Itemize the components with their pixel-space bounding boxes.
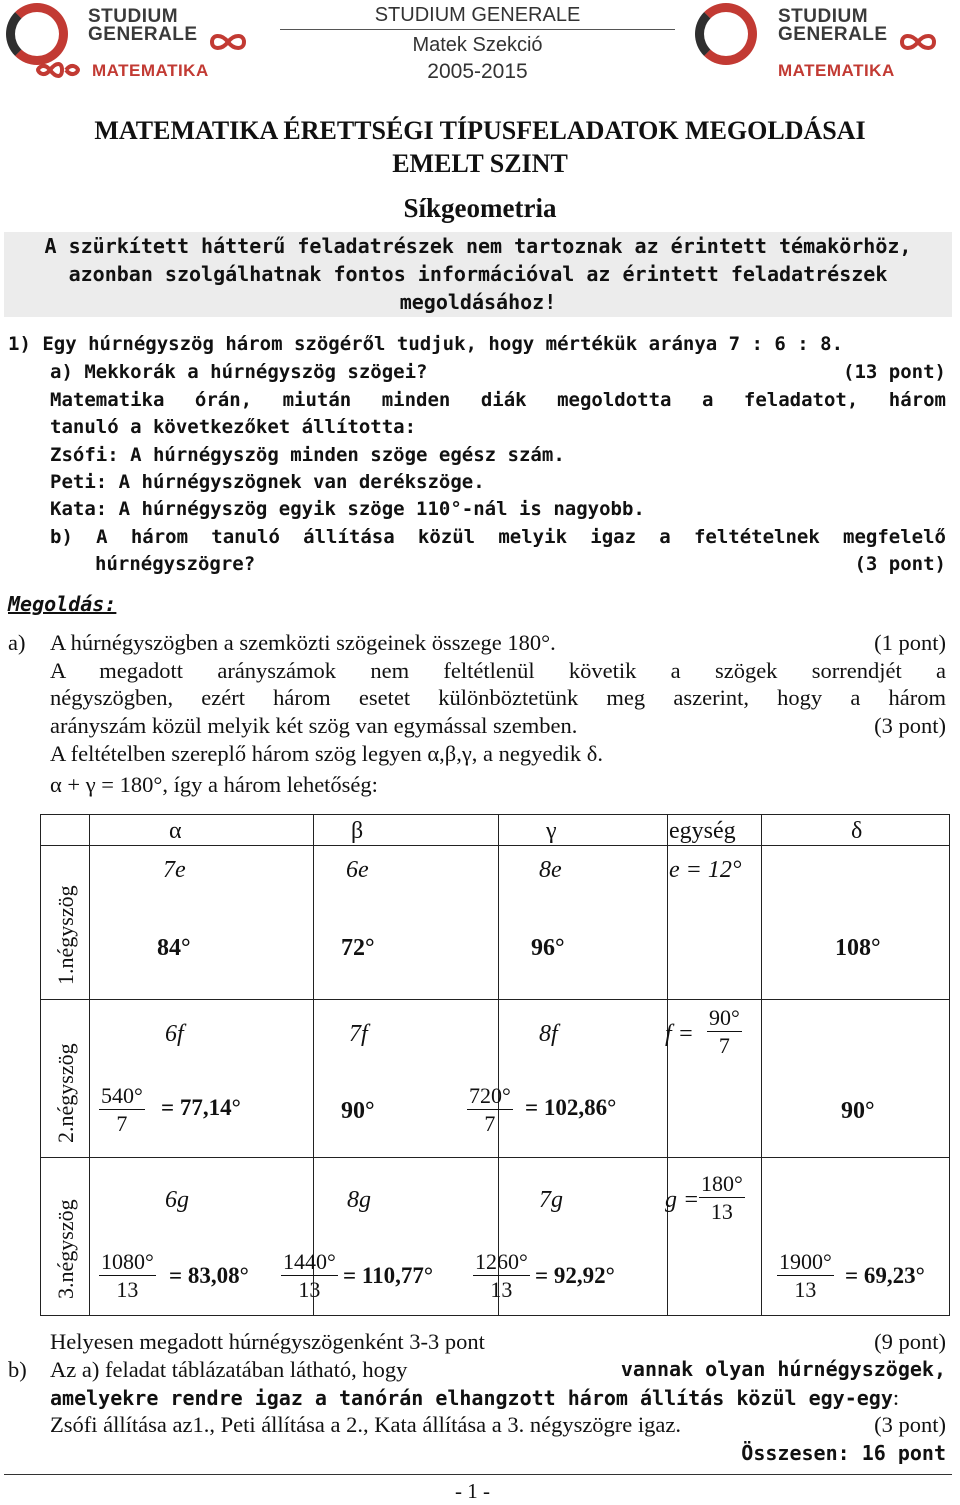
numerator: 540° <box>101 1083 143 1108</box>
angle-value: = 69,23° <box>845 1263 925 1288</box>
angle-value: = 110,77° <box>343 1263 434 1288</box>
notice-box <box>4 232 952 317</box>
solution-text: A feltételben szereplő három szög legyen α,β,γ, a negyedik δ. <box>50 741 603 766</box>
footer-points: (3 pont) <box>874 1412 946 1437</box>
problem-text: tanuló a következőket állította: <box>50 416 417 438</box>
solution-a-label: a) <box>8 630 26 655</box>
denominator: 7 <box>484 1111 496 1136</box>
footer-text-part: Az a) feladat táblázatában látható, hogy <box>50 1357 408 1382</box>
angles-table <box>40 814 950 1316</box>
numerator: 90° <box>709 1005 740 1030</box>
denominator: 7 <box>116 1111 128 1136</box>
angle-value: 96° <box>531 935 565 961</box>
angle-value: = 83,08° <box>169 1263 249 1288</box>
denominator: 13 <box>710 1199 733 1224</box>
angle-value: = 77,14° <box>161 1095 241 1120</box>
center-header <box>280 4 675 86</box>
logo-line-2: GENERALE <box>778 24 888 45</box>
table-cell: 8e <box>539 857 562 883</box>
table-divider <box>498 815 499 1315</box>
infinity-icon <box>200 30 256 54</box>
denominator: 13 <box>298 1277 321 1302</box>
infinity-icon <box>36 58 92 82</box>
footer-text-bold: vannak olyan húrnégyszögek, <box>620 1357 946 1381</box>
header-unit: egység <box>669 818 736 844</box>
total-points: Összesen: 16 pont <box>741 1441 946 1465</box>
claim-zsofi: Zsófi: A húrnégyszög minden szöge egész szám. <box>50 444 565 466</box>
delta-fraction <box>777 1249 834 1304</box>
header-alpha: α <box>169 818 182 844</box>
row-label: 2.négyszög <box>53 1043 78 1143</box>
claim-kata: Kata: A húrnégyszög egyik szöge 110°-nál is nagyobb. <box>50 498 645 520</box>
unit-lhs: f = <box>665 1021 694 1047</box>
table-divider <box>667 815 668 1315</box>
angle-value: 72° <box>341 935 375 961</box>
infinity-icon <box>890 30 946 54</box>
notice-line: A szürkített hátterű feladatrészek nem tartoznak az érintett témakörhöz, <box>44 234 912 258</box>
table-divider <box>313 815 314 1315</box>
question-a: a) Mekkorák a húrnégyszög szögei? <box>50 361 428 383</box>
table-divider <box>41 1157 949 1158</box>
table-cell: e = 12° <box>669 857 742 883</box>
footer-text: Helyesen megadott húrnégyszögenként 3-3 pont <box>50 1329 485 1354</box>
numerator: 180° <box>701 1171 743 1196</box>
footer-text <box>50 1384 899 1412</box>
alpha-fraction <box>99 1249 156 1304</box>
solution-text: A húrnégyszögben a szemközti szögeinek összege 180°. <box>50 630 556 655</box>
unit-fraction <box>707 1005 742 1060</box>
denominator: 13 <box>490 1277 513 1302</box>
center-line-1: STUDIUM GENERALE <box>374 4 581 26</box>
logo-ring-icon <box>6 3 68 65</box>
notice-line: azonban szolgálhatnak fontos információval az érintett feladatrészek <box>68 262 888 286</box>
table-divider <box>41 999 949 1000</box>
logo-line-2: GENERALE <box>88 24 198 45</box>
solution-points: (1 pont) <box>874 630 946 655</box>
footer-text: Zsófi állítása az1., Peti állítása a 2., Kata állítása a 3. négyszögre igaz. <box>50 1412 682 1437</box>
header-rule <box>280 29 675 30</box>
numerator: 1900° <box>779 1249 832 1274</box>
denominator: 7 <box>718 1033 730 1058</box>
unit-lhs: g = <box>665 1187 700 1213</box>
claim-peti: Peti: A húrnégyszögnek van derékszöge. <box>50 471 485 493</box>
notice-line: megoldásához! <box>399 290 557 314</box>
angle-value: = 92,92° <box>535 1263 615 1288</box>
unit-fraction <box>699 1171 745 1226</box>
numerator: 1440° <box>283 1249 336 1274</box>
angle-value: = 102,86° <box>525 1095 617 1120</box>
page-subtitle: Síkgeometria <box>403 193 557 223</box>
denominator: 13 <box>794 1277 817 1302</box>
footer-rule <box>4 1474 952 1475</box>
angle-value: 90° <box>341 1098 375 1124</box>
logo-line-3: MATEMATIKA <box>778 61 895 80</box>
angle-value: 84° <box>157 935 191 961</box>
question-b: húrnégyszögre? <box>95 553 256 575</box>
table-cell: 8g <box>347 1187 371 1213</box>
angle-value: 108° <box>835 935 881 961</box>
table-cell: 8f <box>539 1021 558 1047</box>
logo-ring-icon <box>695 3 757 65</box>
solution-b-label: b) <box>8 1357 27 1382</box>
footer-text-bold: amelyekre rendre igaz a tanórán elhangzott három állítás közül egy-egy <box>50 1386 893 1410</box>
gamma-fraction <box>473 1249 530 1304</box>
solution-label: Megoldás: <box>8 592 117 616</box>
header-delta: δ <box>851 818 863 844</box>
page-title: MATEMATIKA ÉRETTSÉGI TÍPUSFELADATOK MEGOLDÁSAI <box>94 116 866 145</box>
solution-text: arányszám közül melyik két szög van egymással szemben. <box>50 713 578 738</box>
table-cell: 6f <box>165 1021 184 1047</box>
gamma-fraction <box>467 1083 513 1138</box>
question-b: b) A három tanuló állítása közül melyik igaz a feltételnek megfelelő <box>50 526 946 548</box>
table-cell: 7e <box>163 857 186 883</box>
problem-statement: 1) Egy húrnégyszög három szögéről tudjuk, hogy mértékük aránya 7 : 6 : 8. <box>8 333 844 355</box>
table-divider <box>41 845 949 846</box>
logo-line-1: STUDIUM <box>778 6 869 27</box>
row-label: 3.négyszög <box>53 1199 78 1299</box>
page-title-level: EMELT SZINT <box>392 149 568 178</box>
table-divider <box>761 815 762 1315</box>
logo-line-3: MATEMATIKA <box>92 61 209 80</box>
logo-line-1: STUDIUM <box>88 6 179 27</box>
page-number: - 1 - <box>455 1479 490 1503</box>
solution-text: négyszögben, ezért három esetet különböztetünk meg aszerint, hogy a három <box>50 685 946 710</box>
question-a-points: (13 pont) <box>843 361 946 383</box>
center-line-3: 2005-2015 <box>427 60 528 83</box>
table-cell: 7f <box>349 1021 368 1047</box>
alpha-fraction <box>99 1083 145 1138</box>
angle-value: 90° <box>841 1098 875 1124</box>
table-cell: 6g <box>165 1187 189 1213</box>
denominator: 13 <box>116 1277 139 1302</box>
header-beta: β <box>351 818 364 844</box>
footer-text <box>50 1356 946 1383</box>
numerator: 1260° <box>475 1249 528 1274</box>
numerator: 1080° <box>101 1249 154 1274</box>
numerator: 720° <box>469 1083 511 1108</box>
solution-points: (3 pont) <box>874 713 946 738</box>
row-label: 1.négyszög <box>53 885 78 985</box>
table-divider <box>89 815 90 1315</box>
center-line-2: Matek Szekció <box>412 34 543 56</box>
table-cell: 7g <box>539 1187 563 1213</box>
footer-colon: : <box>892 1385 900 1410</box>
header-gamma: γ <box>546 818 557 844</box>
solution-text: A megadott arányszámok nem feltétlenül követik a szögek sorrendjét a <box>50 658 946 683</box>
beta-fraction <box>281 1249 338 1304</box>
question-b-points: (3 pont) <box>854 553 946 575</box>
problem-text: Matematika órán, miután minden diák megoldotta a feladatot, három <box>50 389 946 411</box>
table-cell: 6e <box>346 857 369 883</box>
footer-points: (9 pont) <box>874 1329 946 1354</box>
solution-text: α + γ = 180°, így a három lehetőség: <box>50 772 378 797</box>
